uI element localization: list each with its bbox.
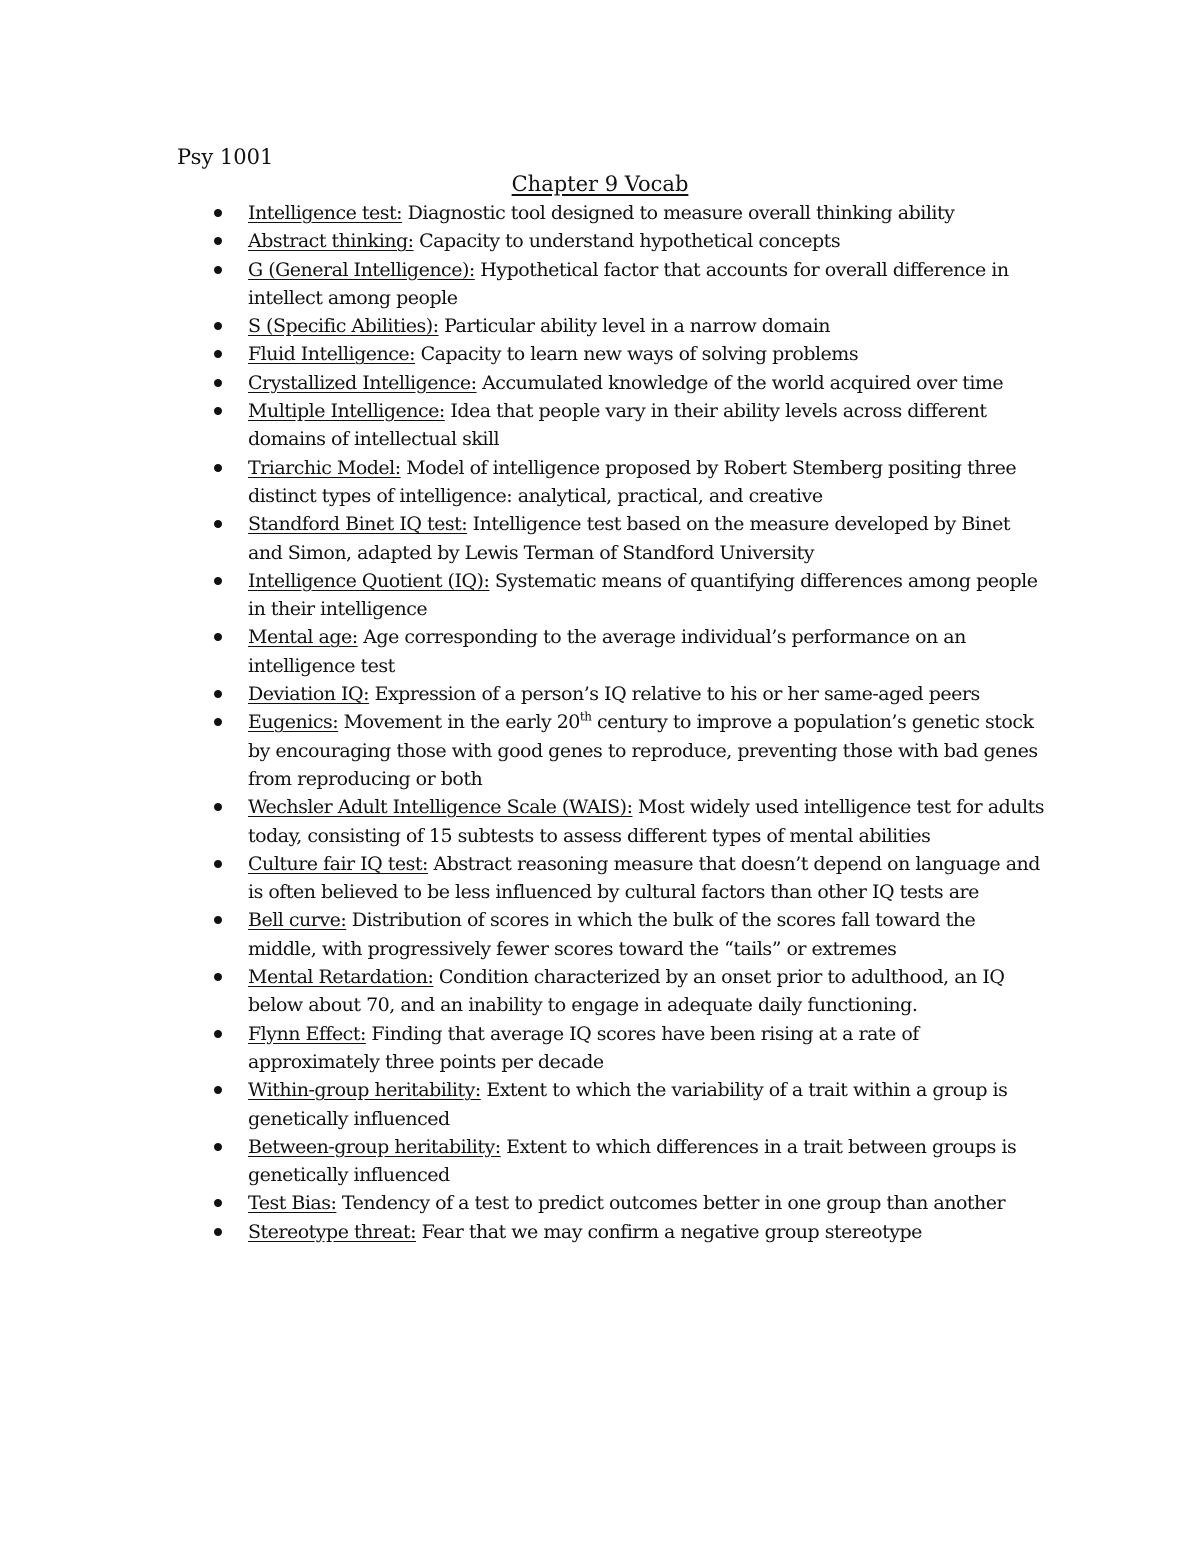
vocab-item-flynn-effect — [248, 1020, 1048, 1077]
bullet-icon — [214, 718, 222, 726]
vocab-definition: Most widely used intelligence test for adults today, consisting of 15 subtests to assess different types of mental abilities — [248, 796, 1044, 847]
vocab-term: Wechsler Adult Intelligence Scale (WAIS): — [248, 796, 633, 819]
page-title — [0, 170, 1200, 198]
vocab-item-wais — [248, 793, 1048, 850]
vocab-item-abstract-thinking — [248, 227, 1048, 255]
vocab-definition: Abstract reasoning measure that doesn’t depend on language and is often believed to be less influenced by cultural factors than other IQ tests are — [248, 852, 1040, 904]
vocab-item-deviation-iq — [248, 680, 1048, 708]
vocab-term: Deviation IQ: — [248, 683, 370, 706]
vocab-definition: Extent to which the variability of a trait within a group is genetically influenced — [248, 1079, 1008, 1130]
vocab-item-intelligence-test — [248, 199, 1048, 227]
vocab-definition: Capacity to understand hypothetical concepts — [413, 230, 841, 253]
vocab-term: Culture fair IQ test: — [248, 852, 428, 875]
bullet-icon — [214, 690, 222, 698]
bullet-icon — [214, 407, 222, 415]
vocab-term: Mental Retardation: — [248, 966, 434, 989]
bullet-icon — [214, 464, 222, 472]
vocab-term: Test Bias: — [248, 1192, 337, 1215]
bullet-icon — [214, 973, 222, 981]
vocab-definition: Fear that we may confirm a negative group stereotype — [416, 1220, 922, 1243]
vocab-item-general-intelligence — [248, 256, 1048, 313]
bullet-icon — [214, 1086, 222, 1094]
vocab-definition: Extent to which differences in a trait between groups is genetically influenced — [248, 1135, 1017, 1187]
bullet-icon — [214, 1199, 222, 1207]
vocab-definition: Systematic means of quantifying differences among people in their intelligence — [248, 569, 1038, 621]
bullet-icon — [214, 916, 222, 924]
vocab-term: Within-group heritability: — [248, 1079, 481, 1102]
bullet-icon — [214, 1143, 222, 1151]
vocab-item-between-group-heritability — [248, 1133, 1048, 1190]
bullet-icon — [214, 1030, 222, 1038]
bullet-icon — [214, 350, 222, 358]
ordinal-suffix: th — [579, 710, 592, 725]
bullet-icon — [214, 322, 222, 330]
vocab-definition: Diagnostic tool designed to measure overall thinking ability — [402, 202, 955, 224]
bullet-icon — [214, 266, 222, 274]
page-title-text: Chapter 9 Vocab — [511, 172, 689, 196]
bullet-icon — [214, 633, 222, 641]
course-label: Psy 1001 — [177, 145, 274, 169]
vocab-definition: Idea that people vary in their ability levels across different domains of intellectual skill — [248, 400, 987, 451]
vocab-definition: Model of intelligence proposed by Robert Stemberg positing three distinct types of intelligence: analytical, practical, and creative — [248, 456, 1017, 507]
vocab-term: Multiple Intelligence: — [248, 400, 445, 423]
vocab-list — [248, 199, 1048, 1246]
vocab-term: Abstract thinking: — [248, 230, 414, 253]
vocab-item-mental-retardation — [248, 963, 1048, 1020]
vocab-term: Standford Binet IQ test: — [248, 513, 468, 536]
vocab-definition: Hypothetical factor that accounts for overall difference in intellect among people — [248, 258, 1009, 309]
vocab-definition: Finding that average IQ scores have been rising at a rate of approximately three points per decade — [248, 1022, 919, 1073]
vocab-item-specific-abilities — [248, 312, 1048, 340]
vocab-item-eugenics — [248, 708, 1048, 793]
vocab-term: Stereotype threat: — [248, 1220, 417, 1243]
vocab-definition: Tendency of a test to predict outcomes better in one group than another — [336, 1192, 1006, 1215]
vocab-definition: Age corresponding to the average individual’s performance on an intelligence test — [248, 626, 966, 677]
vocab-item-fluid-intelligence — [248, 340, 1048, 368]
vocab-definition-start: Movement in the early 20 — [338, 711, 580, 734]
vocab-item-intelligence-quotient — [248, 567, 1048, 624]
vocab-item-within-group-heritability — [248, 1076, 1048, 1133]
bullet-icon — [214, 379, 222, 387]
vocab-term: Bell curve: — [248, 909, 347, 932]
bullet-icon — [214, 860, 222, 868]
bullet-icon — [214, 237, 222, 245]
vocab-definition: Distribution of scores in which the bulk of the scores fall toward the middle, with progressively fewer scores toward the “tails” or extremes — [248, 909, 976, 960]
bullet-icon — [214, 520, 222, 528]
vocab-term: Crystallized Intelligence: — [248, 371, 477, 394]
vocab-definition: Condition characterized by an onset prior to adulthood, an IQ below about 70, and an inability to engage in adequate daily functioning. — [248, 966, 1005, 1017]
vocab-definition: Accumulated knowledge of the world acquired over time — [476, 371, 1004, 394]
vocab-item-culture-fair-iq-test — [248, 850, 1048, 907]
vocab-term: G (General Intelligence): — [248, 258, 475, 281]
vocab-term: Flynn Effect: — [248, 1022, 366, 1045]
bullet-icon — [214, 209, 222, 217]
vocab-term: Intelligence test: — [248, 202, 403, 224]
vocab-item-multiple-intelligence — [248, 397, 1048, 454]
vocab-term: Triarchic Model: — [248, 456, 401, 479]
vocab-term: Between-group heritability: — [248, 1135, 501, 1158]
vocab-item-test-bias — [248, 1189, 1048, 1217]
vocab-term: Intelligence Quotient (IQ): — [248, 569, 490, 592]
bullet-icon — [214, 577, 222, 585]
vocab-term: S (Specific Abilities): — [248, 315, 439, 338]
vocab-term: Fluid Intelligence: — [248, 343, 416, 366]
vocab-definition: Particular ability level in a narrow domain — [438, 315, 831, 338]
vocab-definition-end: century to improve a population’s genetic stock by encouraging those with good genes to reproduce, preventing those with bad genes from reproducing or both — [248, 711, 1038, 790]
vocab-item-stereotype-threat — [248, 1218, 1048, 1246]
vocab-definition: Capacity to learn new ways of solving problems — [415, 343, 859, 366]
vocab-item-bell-curve — [248, 906, 1048, 963]
bullet-icon — [214, 1228, 222, 1236]
vocab-term: Mental age: — [248, 626, 358, 649]
vocab-item-standford-binet — [248, 510, 1048, 567]
bullet-icon — [214, 803, 222, 811]
vocab-item-mental-age — [248, 623, 1048, 680]
vocab-term: Eugenics: — [248, 711, 339, 734]
vocab-item-triarchic-model — [248, 454, 1048, 511]
vocab-definition: Expression of a person’s IQ relative to his or her same-aged peers — [369, 683, 980, 706]
vocab-definition: Intelligence test based on the measure developed by Binet and Simon, adapted by Lewis Terman of Standford University — [248, 513, 1010, 564]
vocab-item-crystallized-intelligence — [248, 369, 1048, 397]
